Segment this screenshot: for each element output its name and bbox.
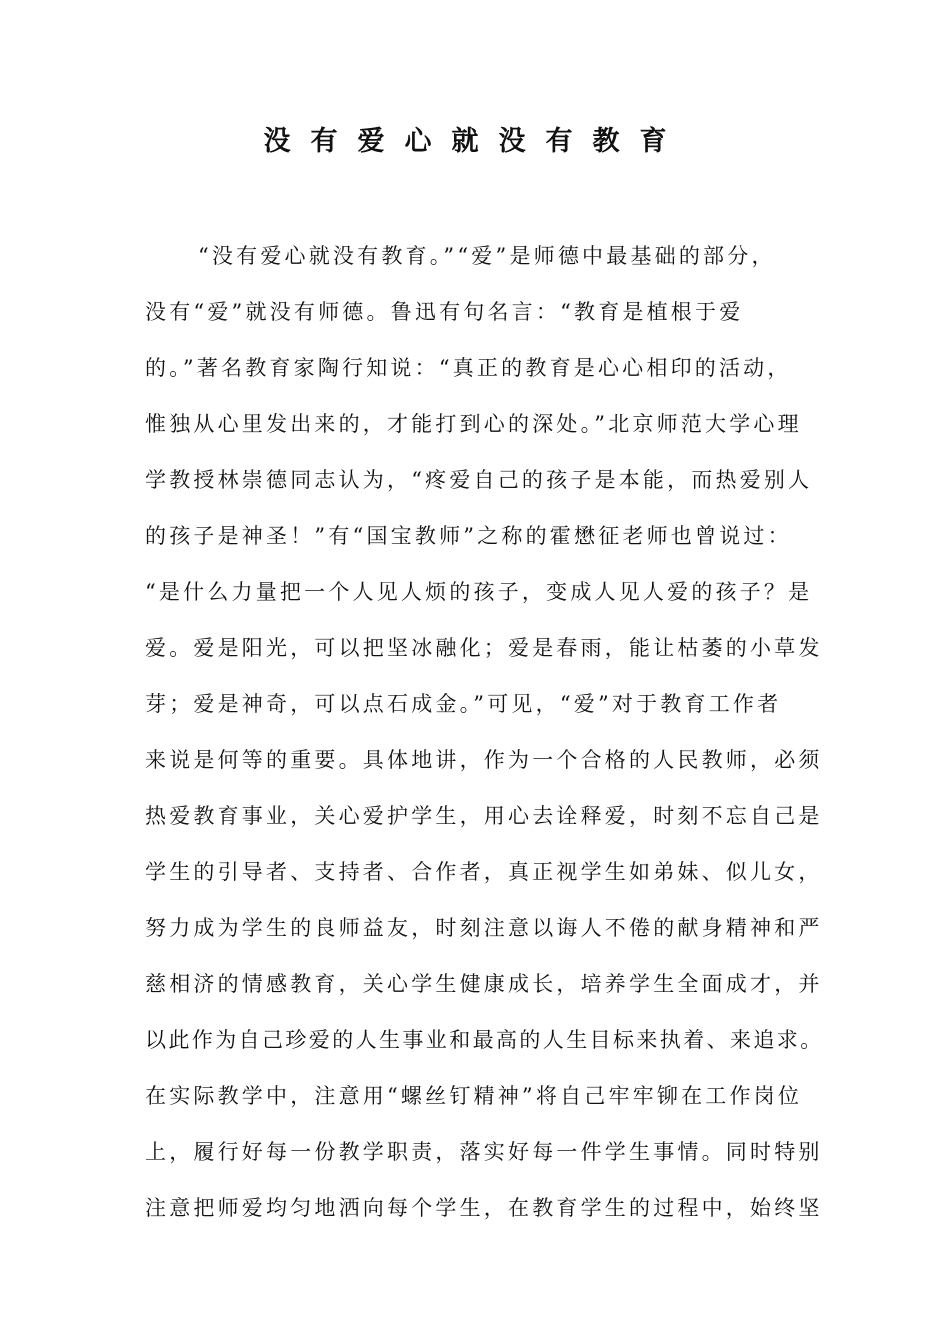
text-line: “没有爱心就没有教育。”“爱”是师德中最基础的部分，	[198, 244, 776, 268]
text-line: 在实际教学中，注意用“螺丝钉精神”将自己牢牢铆在工作岗位	[145, 1084, 803, 1108]
text-line: 热爱教育事业，关心爱护学生，用心去诠释爱，时刻不忘自己是	[145, 804, 823, 828]
text-line: 来说是何等的重要。具体地讲，作为一个合格的人民教师，必须	[145, 748, 823, 772]
text-line: 芽；爱是神奇，可以点石成金。”可见，“爱”对于教育工作者	[145, 692, 782, 716]
document-title: 没有爱心就没有教育	[263, 126, 687, 157]
text-line: 学生的引导者、支持者、合作者，真正视学生如弟妹、似儿女，	[145, 860, 823, 884]
text-line: 的。”著名教育家陶行知说：“真正的教育是心心相印的活动，	[145, 356, 792, 380]
text-line: 的孩子是神圣！”有“国宝教师”之称的霍懋征老师也曾说过：	[145, 524, 792, 548]
text-line: 努力成为学生的良师益友，时刻注意以诲人不倦的献身精神和严	[145, 916, 823, 940]
text-line: “是什么力量把一个人见人烦的孩子，变成人见人爱的孩子？是	[145, 580, 813, 604]
text-line: 以此作为自己珍爱的人生事业和最高的人生目标来执着、来追求。	[145, 1028, 824, 1052]
text-line: 惟独从心里发出来的，才能打到心的深处。”北京师范大学心理	[145, 412, 802, 436]
text-line: 注意把师爱均匀地洒向每个学生，在教育学生的过程中，始终坚	[145, 1196, 823, 1220]
text-line: 上，履行好每一份教学职责，落实好每一件学生事情。同时特别	[145, 1140, 823, 1164]
text-line: 学教授林崇德同志认为，“疼爱自己的孩子是本能，而热爱别人	[145, 468, 813, 492]
text-line: 慈相济的情感教育，关心学生健康成长，培养学生全面成才，并	[145, 972, 823, 996]
text-line: 没有“爱”就没有师德。鲁迅有句名言：“教育是植根于爱	[145, 300, 744, 324]
text-line: 爱。爱是阳光，可以把坚冰融化；爱是春雨，能让枯萎的小草发	[145, 636, 823, 660]
body-paragraph	[145, 240, 825, 1248]
